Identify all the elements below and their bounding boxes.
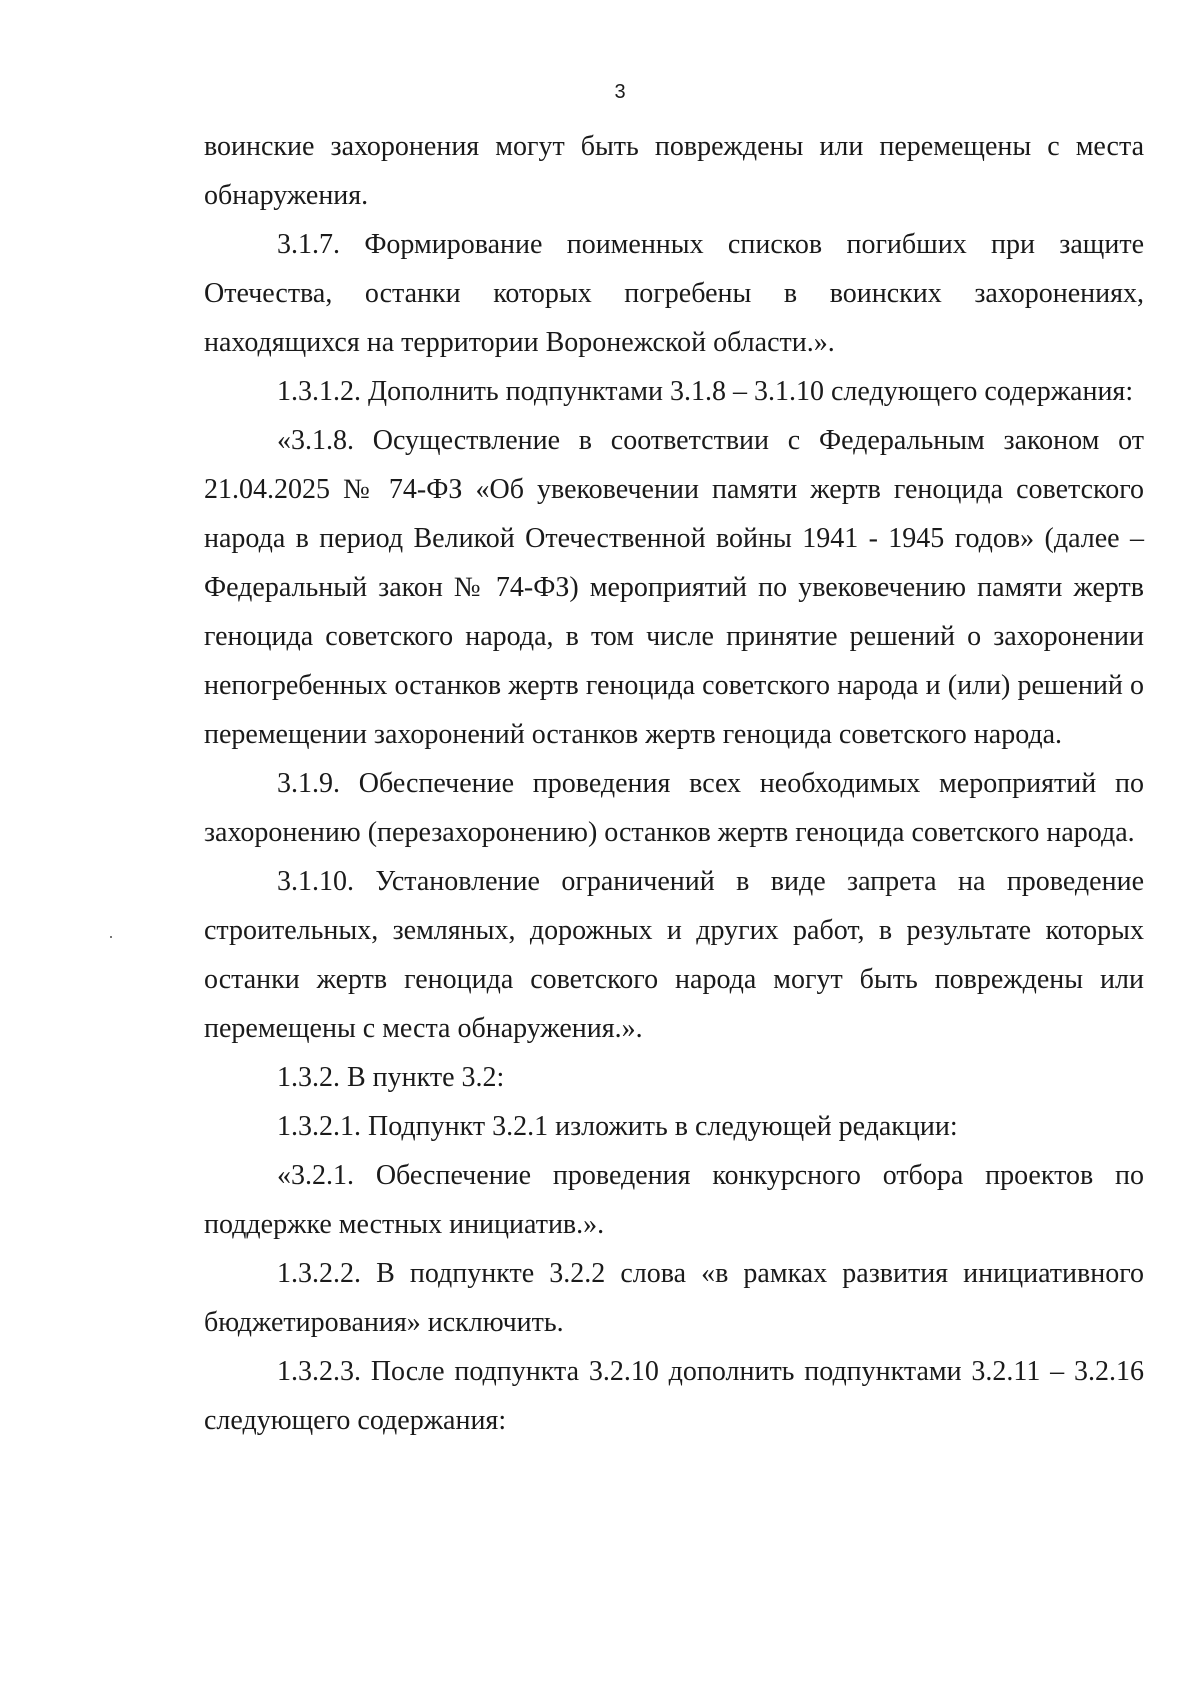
scan-speck [110, 936, 112, 938]
paragraph-3-1-9: 3.1.9. Обеспечение проведения всех необходимых мероприятий по захоронению (перезахоронению) останков жертв геноцида советского народа. [204, 768, 1144, 848]
paragraph-1-3-1-2: 1.3.1.2. Дополнить подпунктами 3.1.8 – 3.1.10 следующего содержания: [277, 376, 1134, 407]
document-body [204, 122, 1144, 1445]
page-number: 3 [614, 81, 626, 103]
paragraph-1-3-2-3: 1.3.2.3. После подпункта 3.2.10 дополнить подпунктами 3.2.11 – 3.2.16 следующего содержания: [204, 1356, 1144, 1436]
paragraph-1-3-2-2: 1.3.2.2. В подпункте 3.2.2 слова «в рамках развития инициативного бюджетирования» исключить. [204, 1258, 1144, 1338]
paragraph-continuation: воинские захоронения могут быть повреждены или перемещены с места обнаружения. [204, 131, 1144, 211]
paragraph-3-2-1: «3.2.1. Обеспечение проведения конкурсного отбора проектов по поддержке местных инициатив.». [204, 1160, 1144, 1240]
paragraph-3-1-7: 3.1.7. Формирование поименных списков погибших при защите Отечества, останки которых погребены в воинских захоронениях, находящихся на территории Воронежской области.». [204, 229, 1144, 358]
paragraph-1-3-2: 1.3.2. В пункте 3.2: [277, 1062, 505, 1093]
paragraph-3-1-8: «3.1.8. Осуществление в соответствии с Федеральным законом от 21.04.2025 № 74-ФЗ «Об увековечении памяти жертв геноцида советского народа в период Великой Отечественной войны 1941 - 1945 годов» (далее – Федеральный закон № 74-ФЗ) мероприятий по увековечению памяти жертв геноцида советского народа, в том числе принятие решений о захоронении непогребенных останков жертв геноцида советского народа и (или) решений о перемещении захоронений останков жертв геноцида советского народа. [204, 425, 1144, 750]
paragraph-1-3-2-1: 1.3.2.1. Подпункт 3.2.1 изложить в следующей редакции: [277, 1111, 958, 1142]
paragraph-3-1-10: 3.1.10. Установление ограничений в виде запрета на проведение строительных, земляных, дорожных и других работ, в результате которых останки жертв геноцида советского народа могут быть повреждены или перемещены с места обнаружения.». [204, 866, 1144, 1044]
